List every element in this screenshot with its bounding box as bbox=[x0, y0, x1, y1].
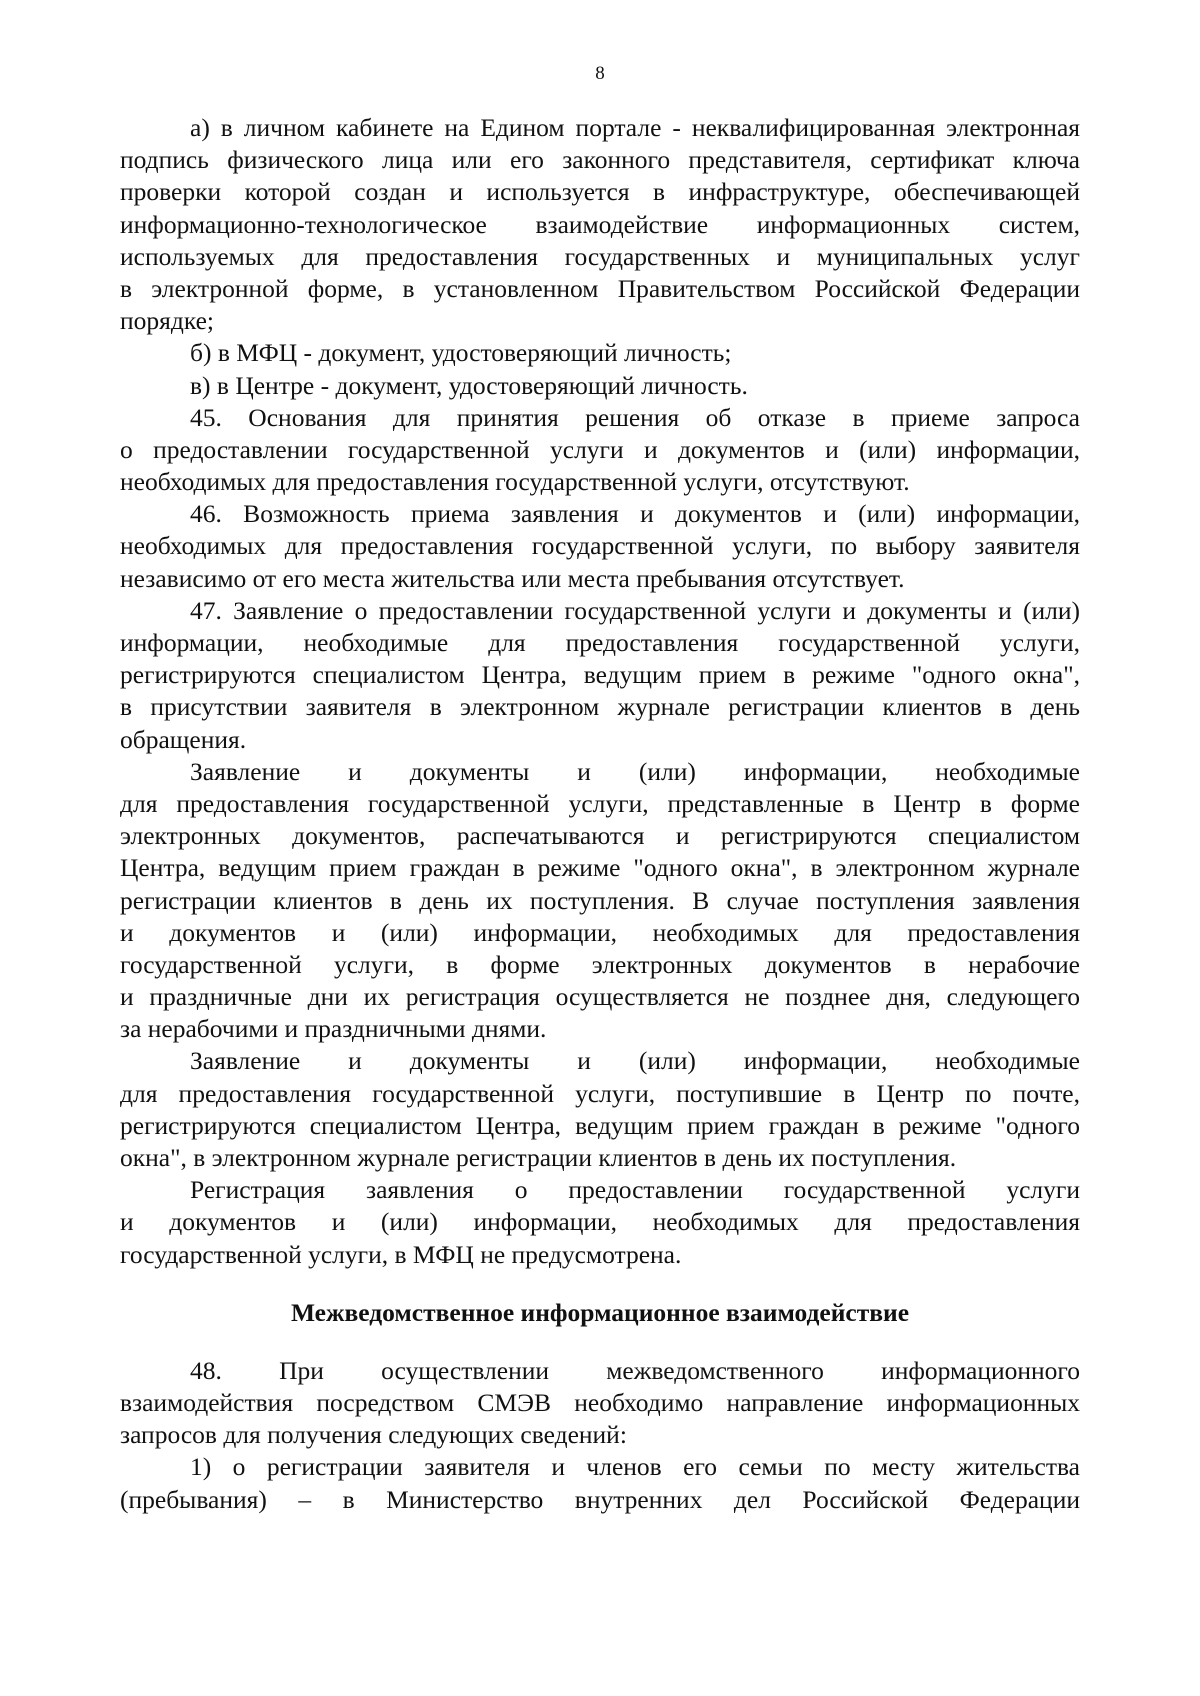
text-line: в электронной форме, в установленном Правительством Российской Федерации bbox=[120, 273, 1080, 303]
text-line: для предоставления государственной услуги, представленные в Центр в форме bbox=[120, 788, 1080, 818]
text-line: регистрируются специалистом Центра, ведущим прием граждан в режиме "одного bbox=[120, 1110, 1080, 1140]
text-line: независимо от его места жительства или места пребывания отсутствует. bbox=[120, 563, 905, 593]
text-line: Заявление и документы и (или) информации, необходимые bbox=[190, 756, 1080, 786]
text-line: Регистрация заявления о предоставлении государственной услуги bbox=[190, 1175, 1080, 1205]
text-line: подпись физического лица или его законного представителя, сертификат ключа bbox=[120, 145, 1080, 175]
text-line: информации, необходимые для предоставления государственной услуги, bbox=[120, 628, 1080, 657]
text-line: обращения. bbox=[120, 724, 247, 754]
text-line: и праздничные дни их регистрация осуществляется не позднее дня, следующего bbox=[120, 982, 1080, 1012]
text-line: 47. Заявление о предоставлении государственной услуги и документы и (или) bbox=[190, 595, 1080, 625]
text-line: 48. При осуществлении межведомственного информационного bbox=[190, 1355, 1080, 1385]
text-line: и документов и (или) информации, необходимых для предоставления bbox=[120, 917, 1080, 947]
text-line: 46. Возможность приема заявления и документов и (или) информации, bbox=[190, 499, 1080, 529]
text-line: проверки которой создан и используется в инфраструктуре, обеспечивающей bbox=[120, 177, 1080, 207]
text-line: а) в личном кабинете на Едином портале - неквалифицированная электронная bbox=[190, 113, 1080, 142]
text-line: в) в Центре - документ, удостоверяющий личность. bbox=[190, 370, 748, 400]
text-line: Центра, ведущим прием граждан в режиме "одного окна", в электронном журнале bbox=[120, 853, 1080, 883]
text-line: в присутствии заявителя в электронном журнале регистрации клиентов в день bbox=[120, 692, 1080, 722]
text-line: Заявление и документы и (или) информации, необходимые bbox=[190, 1046, 1080, 1076]
text-line: регистрируются специалистом Центра, ведущим прием в режиме "одного окна", bbox=[120, 660, 1080, 690]
page-number: 8 bbox=[595, 63, 605, 84]
text-line: государственной услуги, в форме электронных документов в нерабочие bbox=[120, 949, 1080, 979]
text-line: электронных документов, распечатываются и регистрируются специалистом bbox=[120, 821, 1080, 851]
text-line: за нерабочими и праздничными днями. bbox=[120, 1014, 547, 1044]
text-line: порядке; bbox=[120, 306, 215, 336]
text-line: государственной услуги, в МФЦ не предусмотрена. bbox=[120, 1239, 682, 1269]
text-line: и документов и (или) информации, необходимых для предоставления bbox=[120, 1207, 1080, 1237]
text-line: (пребывания) – в Министерство внутренних дел Российской Федерации bbox=[120, 1484, 1080, 1514]
text-line: необходимых для предоставления государственной услуги, отсутствуют. bbox=[120, 467, 910, 497]
text-line: окна", в электронном журнале регистрации клиентов в день их поступления. bbox=[120, 1143, 957, 1172]
text-line: информационно-технологическое взаимодействие информационных систем, bbox=[120, 209, 1080, 239]
text-line: 45. Основания для принятия решения об отказе в приеме запроса bbox=[190, 402, 1080, 432]
text-line: запросов для получения следующих сведений: bbox=[120, 1420, 627, 1450]
text-line: 1) о регистрации заявителя и членов его семьи по месту жительства bbox=[190, 1452, 1080, 1482]
text-line: о предоставлении государственной услуги и документов и (или) информации, bbox=[120, 434, 1080, 464]
text-line: необходимых для предоставления государственной услуги, по выбору заявителя bbox=[120, 531, 1080, 561]
text-line: для предоставления государственной услуги, поступившие в Центр по почте, bbox=[120, 1078, 1080, 1108]
text-line: взаимодействия посредством СМЭВ необходимо направление информационных bbox=[120, 1387, 1080, 1417]
text-line: используемых для предоставления государственных и муниципальных услуг bbox=[120, 241, 1080, 271]
section-heading: Межведомственное информационное взаимодействие bbox=[290, 1297, 910, 1327]
document-body bbox=[120, 112, 1080, 1516]
text-line: б) в МФЦ - документ, удостоверяющий личность; bbox=[190, 338, 732, 368]
text-line: регистрации клиентов в день их поступления. В случае поступления заявления bbox=[120, 885, 1080, 915]
